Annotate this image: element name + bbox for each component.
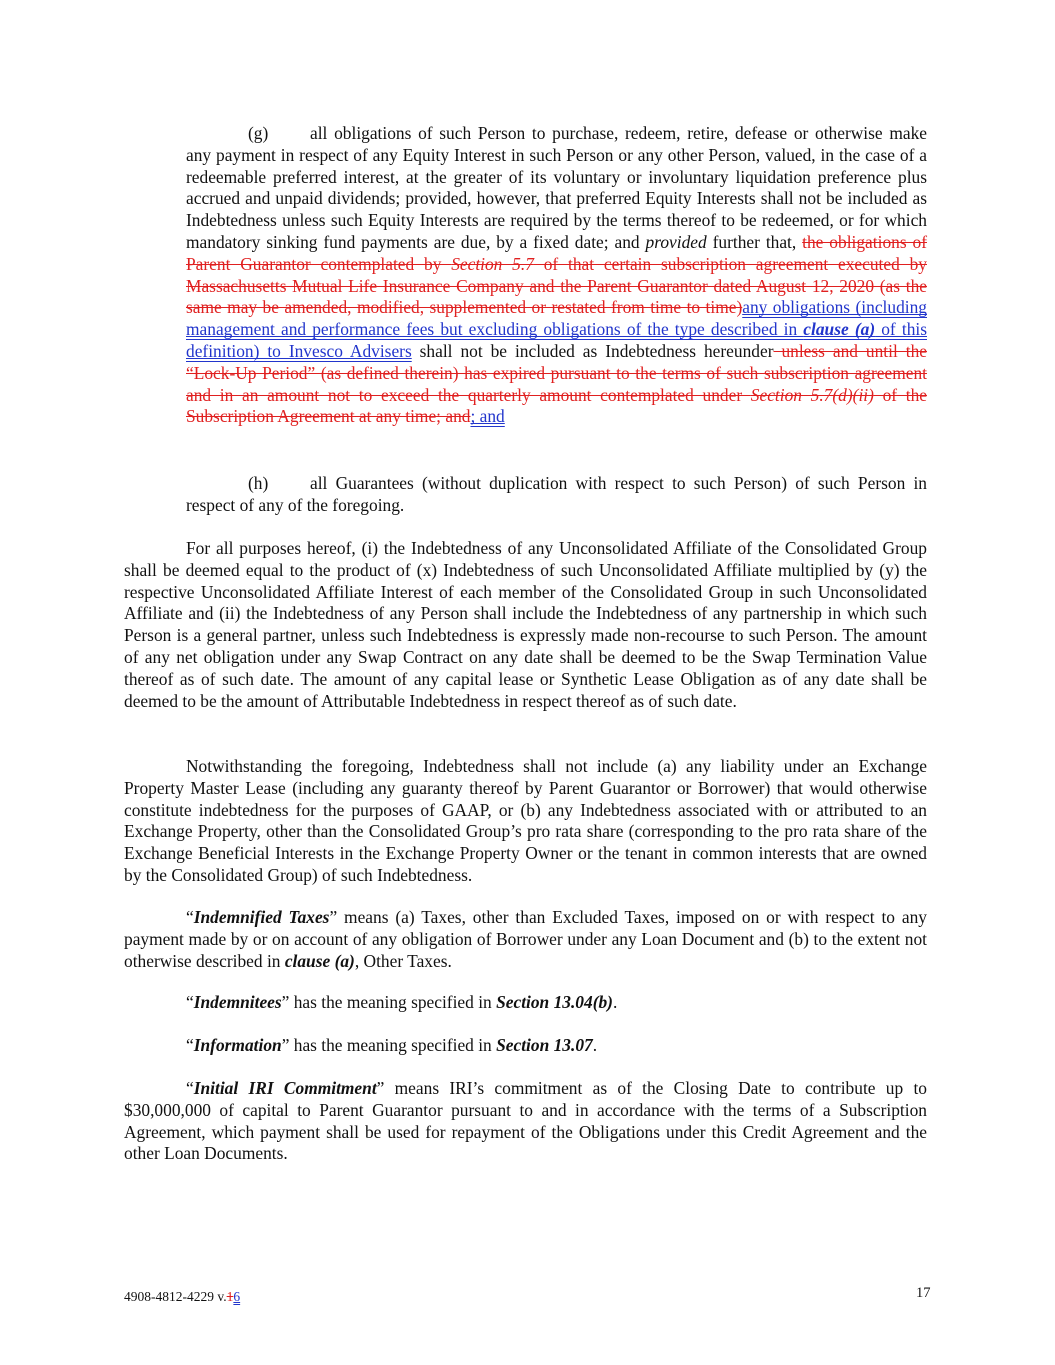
- paragraph-g: [186, 123, 927, 428]
- definition-text: ” has the meaning specified in: [281, 1035, 497, 1055]
- clause-ref: clause (a): [284, 950, 355, 971]
- open-quote: “: [186, 907, 194, 927]
- paragraph-all-purposes: For all purposes hereof, (i) the Indebtedness of any Unconsolidated Affiliate of the Consolidated Group shall be deemed equal to the product of (x) Indebtedness of such Unconsolidated Affiliate multiplied by (y) the respective Unconsolidated Affiliate Interest of each member of the Consolidated Group in such Unconsolidated Affiliate and (ii) the Indebtedness of any Person shall include the Indebtedness of any partnership in which such Person is a general partner, unless such Indebtedness is expressly made non-recourse to such Person. The amount of any net obligation under any Swap Contract on any date shall be deemed to be the Swap Termination Value thereof as of such date. The amount of any capital lease or Synthetic Lease Obligation as of any date shall be deemed to be the amount of Attributable Indebtedness in respect thereof as of such date.: [124, 538, 927, 711]
- inserted-text-1: any obligations (including management and performance fees but excluding obligations of the type described in: [186, 297, 927, 340]
- paragraph-notwithstanding: Notwithstanding the foregoing, Indebtedness shall not include (a) any liability under an Exchange Property Master Lease (including any guaranty thereof by Parent Guarantor or Borrower) that would otherwise constitute indebtedness for the purposes of GAAP, or (b) any Indebtedness associated with or attributed to an Exchange Property, other than the Consolidated Group’s pro rata share (corresponding to the pro rata share of the Exchange Beneficial Interests in the Exchange Property Owner or the tenant in common interests that are owned by the Consolidated Group) of such Indebtedness.: [124, 756, 927, 885]
- open-quote: “: [186, 1078, 194, 1098]
- definition-indemnified-taxes: [124, 907, 927, 972]
- definition-text-2: .: [592, 1035, 598, 1055]
- paragraph-g-label: (g): [248, 123, 269, 143]
- deleted-section-ref-2: Section 5.7(d)(ii): [750, 384, 874, 405]
- open-quote: “: [186, 992, 194, 1012]
- defined-term: Information: [193, 1035, 282, 1055]
- definition-text-2: , Other Taxes.: [354, 950, 452, 971]
- definition-text-2: .: [612, 992, 618, 1012]
- section-ref: Section 13.07: [496, 1035, 593, 1055]
- inserted-clause-ref: clause (a): [803, 319, 876, 340]
- inserted-text-2: ; and: [470, 406, 505, 427]
- definition-text: ” means IRI’s commitment as of the Closing Date to contribute up to $30,000,000 of capital to Parent Guarantor pursuant to and in accordance with the terms of a Subscription Agreement, which payment shall be used for repayment of the Obligations under this Credit Agreement and the other Loan Documents.: [124, 1078, 927, 1164]
- definition-text: ” has the meaning specified in: [281, 992, 497, 1012]
- paragraph-h-text: all Guarantees (without duplication with respect to such Person) of such Person in respect of any of the foregoing.: [186, 473, 927, 515]
- definition-indemnitees: [124, 992, 927, 1014]
- deleted-text-2b: of the Subscription Agreement at any time; and: [186, 384, 927, 427]
- version-new: 6: [233, 1289, 241, 1304]
- deleted-text-1: the obligations of Parent Guarantor contemplated by: [186, 231, 927, 274]
- definition-information: [124, 1035, 927, 1057]
- open-quote: “: [186, 1035, 194, 1055]
- paragraph-g-text-2: further that,: [706, 231, 803, 252]
- provided-emphasis: provided: [645, 231, 707, 252]
- page-number: 17: [916, 1285, 931, 1301]
- section-ref: Section 13.04(b): [496, 992, 613, 1012]
- deleted-section-ref-1: Section 5.7: [451, 253, 534, 274]
- paragraph-g-text: all obligations of such Person to purchase, redeem, retire, defease or otherwise make any payment in respect of any Equity Interest in such Person or any other Person, valued, in the case of a redeemable preferred interest, at the greater of its voluntary or involuntary liquidation preference plus accrued and unpaid dividends; provided, however, that preferred Equity Interests shall not be included as Indebtedness unless such Equity Interests are required by the terms thereof to be redeemed, or for which mandatory sinking fund payments are due, by a fixed date; and: [186, 123, 927, 252]
- version-old: 1: [226, 1289, 234, 1304]
- inserted-text-1b: of this definition) to Invesco Advisers: [186, 319, 927, 361]
- deleted-text-1b: of that certain subscription agreement executed by Massachusetts Mutual Life Insurance Company and the Parent Guarantor dated August 12, 2020 (as the same may be amended, modified, supplemented or restated from time to time): [186, 253, 927, 318]
- doc-id: 4908-4812-4229 v.: [124, 1289, 227, 1304]
- definition-initial-iri-commitment: [124, 1078, 927, 1165]
- defined-term: Initial IRI Commitment: [193, 1078, 377, 1098]
- deleted-text-2: unless and until the “Lock-Up Period” (as defined therein) has expired pursuant to the terms of such subscription agreement and in an amount not to exceed the quarterly amount contemplated under: [186, 340, 927, 405]
- definition-text: ” means (a) Taxes, other than Excluded Taxes, imposed on or with respect to any payment made by or on account of any obligation of Borrower under any Loan Document and (b) to the extent not otherwise described in: [124, 907, 928, 971]
- footer-document-id: [124, 1289, 240, 1305]
- defined-term: Indemnified Taxes: [193, 907, 330, 927]
- paragraph-h: [186, 473, 927, 517]
- paragraph-g-text-3: shall not be included as Indebtedness hereunder: [411, 340, 774, 361]
- defined-term: Indemnitees: [193, 992, 282, 1012]
- paragraph-h-label: (h): [248, 473, 269, 493]
